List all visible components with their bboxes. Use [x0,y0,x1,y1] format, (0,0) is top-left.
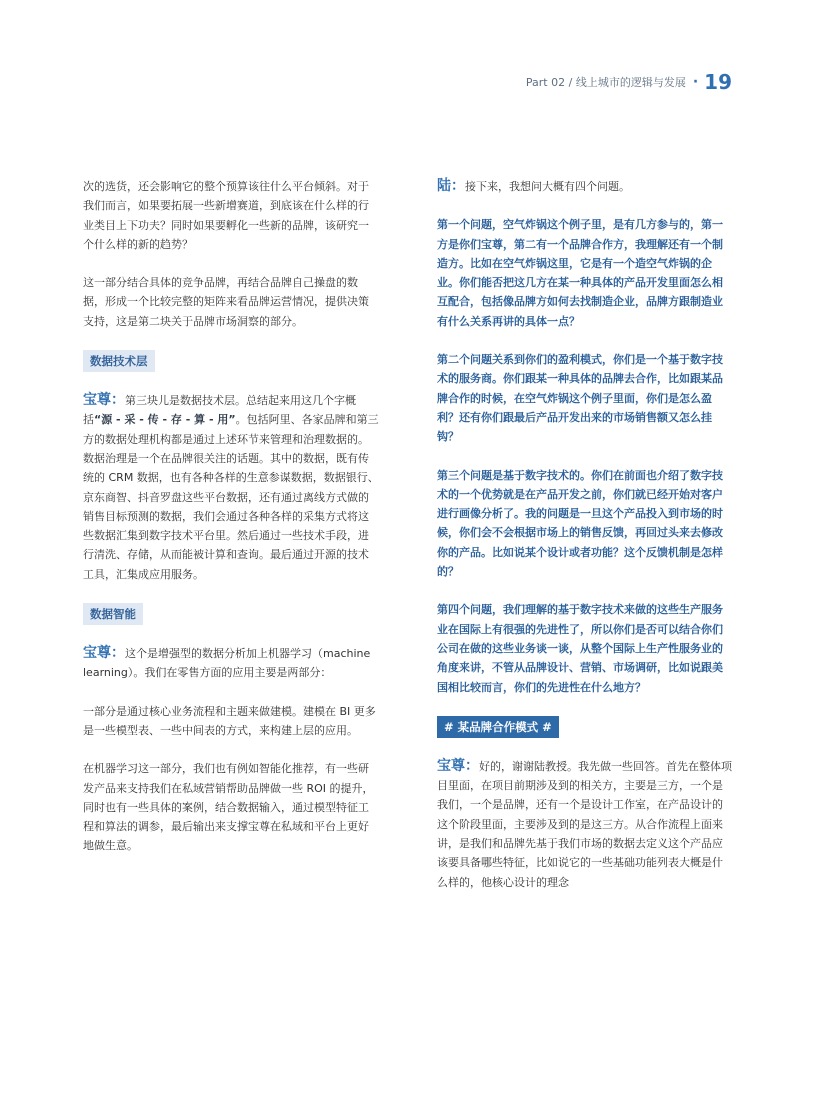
paragraph: 在机器学习这一部分，我们也有例如智能化推荐，有一些研发产品来支持我们在私域营销帮助品牌做一些 ROI 的提升，同时也有一些具体的案例，结合数据输入，通过模型特征工程和算法的调参，最后输出来支撑宝尊在私域和平台上更好地做生意。 [83,762,374,853]
paragraph-text: 这个是增强型的数据分析加上机器学习（machine learning）。我们在零售方面的应用主要是两部分： [83,647,371,680]
question-4: 第四个问题，我们理解的基于数字技术来做的这些生产服务业在国际上有很强的先进性了，所以你们是否可以结合你们公司在做的这些业务谈一谈，从整个国际上生产性服务业的角度来讲，不管从品牌设计、营销、市场调研，比如说跟美国相比较而言，你们的先进性在什么地方？ [437,603,723,694]
right-column [437,177,733,892]
paragraph: 次的选货，还会影响它的整个预算该往什么平台倾斜。对于我们而言，如果要拓展一些新增赛道，到底该在什么样的行业类目上下功夫？同时如果要孵化一些新的品牌，该研究一个什么样的新的趋势？ [83,180,369,251]
speaker-label: 宝尊： [83,645,125,662]
paragraph: 一部分是通过核心业务流程和主题来做建模。建模在 BI 更多是一些模型表、一些中间表的方式，来构建上层的应用。 [83,704,376,737]
paragraph [83,391,379,584]
page-header [526,70,732,94]
question-1: 第一个问题，空气炸锅这个例子里，是有几方参与的，第一方是你们宝尊，第二有一个品牌合作方，我理解还有一个制造方。比如在空气炸锅这里，它是有一个造空气炸锅的企业。你们能否把这几方在某一种具体的产品开发里面怎么相互配合，包括像品牌方如何去找制造企业，品牌方跟制造业有什么关系再讲的具体一点？ [437,218,723,328]
speaker-label: 宝尊： [83,392,125,409]
left-column [83,177,379,856]
section-tag-data-tech: 数据技术层 [83,350,155,372]
paragraph-text: 好的，谢谢陆教授。我先做一些回答。首先在整体项目里面，在项目前期涉及到的相关方，主要是三方，一个是我们，一个是品牌，还有一个是设计工作室，在产品设计的这个阶段里面，主要涉及到的是这三方。从合作流程上面来讲，是我们和品牌先基于我们市场的数据去定义这个产品应该要具备哪些特征，比如说它的一些基础功能列表大概是什么样的，他核心设计的理念 [437,759,732,889]
page-number: 19 [704,70,732,94]
section-title: Part 02 / 线上城市的逻辑与发展 [525,76,686,89]
header-separator: · [692,74,699,90]
speaker-label: 陆： [437,178,465,194]
paragraph: 这一部分结合具体的竞争品牌，再结合品牌自己操盘的数据，形成一个比较完整的矩阵来看品牌运营情况，提供决策支持，这是第二块关于品牌市场洞察的部分。 [83,276,369,328]
question-3: 第三个问题是基于数字技术的。你们在前面也介绍了数字技术的一个优势就是在产品开发之前，你们就已经开始对客户进行画像分析了。我的问题是一旦这个产品投入到市场的时候，你们会不会根据市场上的销售反馈，再回过头来去修改你的产品。比如说某个设计或者功能？这个反馈机制是怎样的？ [437,468,723,579]
paragraph-text: 接下来，我想问大概有四个问题。 [465,180,630,193]
paragraph [83,644,379,683]
paragraph [437,177,733,196]
paragraph-text: 。包括阿里、各家品牌和第三方的数据处理机构都是通过上述环节来管理和治理数据的。数据治理是一个在品牌很关注的话题。其中的数据，既有传统的 CRM 数据，也有各种各样的生意参谋数据，数据银行、京东商智、抖音罗盘这些平台数据，还有通过离线方式做的销售目标预测的数据，我们会通过各种各样的采集方式将这些数据汇集到数字技术平台里。然后通过一些技术手段，进行清洗、存储，从而能被计算和查询。最后通过开源的技术工具，汇集成应用服务。 [83,413,379,581]
paragraph-text: 第三块儿是数据技术层。总结起来用这几个字概括 [83,394,356,427]
speaker-label: 宝尊： [437,757,479,774]
paragraph [437,757,733,892]
question-2: 第二个问题关系到你们的盈利模式，你们是一个基于数字技术的服务商。你们跟某一种具体的品牌去合作，比如跟某品牌合作的时候，在空气炸锅这个例子里面，你们是怎么盈利？还有你们跟最后产品开发出来的市场销售额又怎么挂钩？ [437,353,723,444]
section-tag-data-intelligence: 数据智能 [83,603,143,625]
section-tag-brand-cooperation: # 某品牌合作模式 # [437,716,559,738]
emphasis-text: “源 - 采 - 传 - 存 - 算 - 用” [94,413,236,427]
